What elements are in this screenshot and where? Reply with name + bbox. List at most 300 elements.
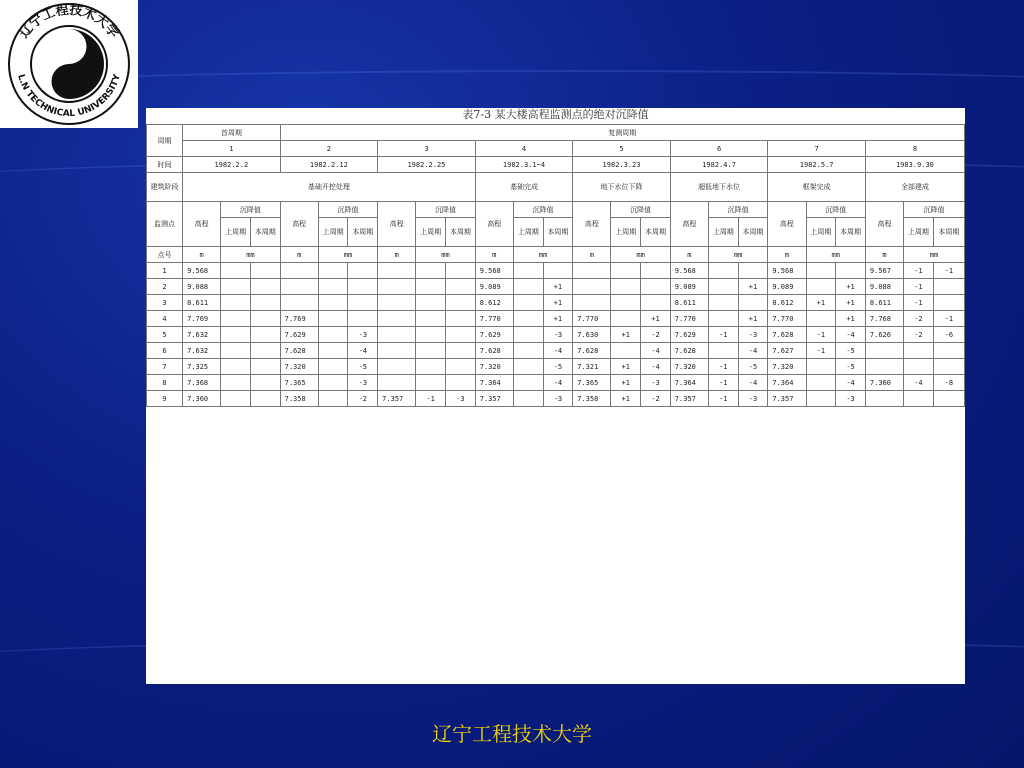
value-cell <box>416 263 446 279</box>
value-cell <box>221 327 251 343</box>
value-cell: -1 <box>806 327 836 343</box>
value-cell: -1 <box>708 327 738 343</box>
value-cell <box>708 295 738 311</box>
value-cell <box>904 359 934 375</box>
value-cell: +1 <box>543 311 573 327</box>
value-cell: +1 <box>738 279 768 295</box>
value-cell <box>348 311 378 327</box>
settlement-header: 沉降值 <box>904 202 965 218</box>
cycle-date: 1982.2.25 <box>378 157 476 173</box>
previous-cycle-header: 上周期 <box>416 218 446 247</box>
value-cell <box>318 295 348 311</box>
value-cell: 7.768 <box>865 311 903 327</box>
unit-mm: mm <box>221 247 280 263</box>
value-cell: -1 <box>933 311 964 327</box>
value-cell <box>806 311 836 327</box>
point-number-cell: 2 <box>147 279 183 295</box>
point-number-cell: 9 <box>147 391 183 407</box>
value-cell: 9.088 <box>865 279 903 295</box>
cycle-number: 4 <box>475 141 573 157</box>
value-cell: 7.320 <box>280 359 318 375</box>
value-cell: -6 <box>933 327 964 343</box>
value-cell <box>611 279 641 295</box>
table-row <box>147 311 965 327</box>
current-cycle-header: 本周期 <box>348 218 378 247</box>
value-cell: 7.629 <box>475 327 513 343</box>
value-cell: -5 <box>836 359 866 375</box>
value-cell <box>641 279 671 295</box>
value-cell <box>416 359 446 375</box>
value-cell <box>416 311 446 327</box>
value-cell <box>708 279 738 295</box>
unit-mm: mm <box>318 247 377 263</box>
unit-m: m <box>378 247 416 263</box>
value-cell <box>611 343 641 359</box>
value-cell: -4 <box>543 343 573 359</box>
value-cell <box>865 391 903 407</box>
value-cell: 7.320 <box>768 359 806 375</box>
value-cell <box>611 311 641 327</box>
value-cell: -5 <box>348 359 378 375</box>
value-cell: -3 <box>348 327 378 343</box>
unit-mm: mm <box>611 247 670 263</box>
value-cell: -5 <box>543 359 573 375</box>
table-row <box>147 279 965 295</box>
value-cell: -5 <box>836 343 866 359</box>
value-cell <box>806 263 836 279</box>
value-cell <box>318 327 348 343</box>
point-number-cell: 5 <box>147 327 183 343</box>
value-cell: 7.357 <box>378 391 416 407</box>
value-cell: 7.626 <box>865 327 903 343</box>
value-cell <box>318 359 348 375</box>
value-cell <box>378 295 416 311</box>
value-cell: 9.089 <box>670 279 708 295</box>
value-cell <box>378 311 416 327</box>
value-cell: 7.627 <box>768 343 806 359</box>
value-cell: 7.357 <box>768 391 806 407</box>
current-cycle-header: 本周期 <box>836 218 866 247</box>
cycle-number: 8 <box>865 141 964 157</box>
value-cell <box>250 391 280 407</box>
header-row-columns <box>147 202 965 218</box>
header-row-stages <box>147 173 965 202</box>
value-cell <box>378 343 416 359</box>
value-cell: -4 <box>738 343 768 359</box>
value-cell: +1 <box>641 311 671 327</box>
point-number-cell: 4 <box>147 311 183 327</box>
value-cell <box>806 279 836 295</box>
value-cell: -5 <box>738 359 768 375</box>
value-cell <box>513 295 543 311</box>
value-cell: -3 <box>446 391 476 407</box>
value-cell: -2 <box>348 391 378 407</box>
value-cell <box>806 359 836 375</box>
value-cell <box>806 391 836 407</box>
current-cycle-header: 本周期 <box>933 218 964 247</box>
cycle-number: 7 <box>768 141 866 157</box>
cycle-date: 1983.9.30 <box>865 157 964 173</box>
table-row <box>147 327 965 343</box>
value-cell <box>933 343 964 359</box>
base-cycle-header: 首周期 <box>183 125 281 141</box>
point-number-header: 点号 <box>147 247 183 263</box>
value-cell: -1 <box>933 263 964 279</box>
value-cell: -3 <box>543 391 573 407</box>
value-cell <box>513 263 543 279</box>
university-logo <box>0 0 138 128</box>
value-cell <box>738 295 768 311</box>
value-cell <box>378 327 416 343</box>
unit-mm: mm <box>904 247 965 263</box>
value-cell <box>250 343 280 359</box>
value-cell <box>641 263 671 279</box>
cycle-date: 1982.4.7 <box>670 157 768 173</box>
value-cell <box>865 343 903 359</box>
value-cell: 7.632 <box>183 343 221 359</box>
value-cell: 7.368 <box>183 375 221 391</box>
value-cell <box>513 343 543 359</box>
table-row <box>147 263 965 279</box>
value-cell: 7.769 <box>280 311 318 327</box>
unit-mm: mm <box>416 247 475 263</box>
value-cell <box>416 295 446 311</box>
value-cell: 9.088 <box>183 279 221 295</box>
settlement-header: 沉降值 <box>806 202 865 218</box>
value-cell <box>573 263 611 279</box>
value-cell: 9.568 <box>768 263 806 279</box>
value-cell: -4 <box>836 327 866 343</box>
value-cell: 7.628 <box>280 343 318 359</box>
value-cell <box>318 263 348 279</box>
value-cell <box>513 375 543 391</box>
value-cell: 9.568 <box>475 263 513 279</box>
value-cell: -3 <box>348 375 378 391</box>
value-cell <box>933 279 964 295</box>
value-cell <box>250 279 280 295</box>
value-cell: -8 <box>933 375 964 391</box>
value-cell: 7.320 <box>670 359 708 375</box>
value-cell: 7.770 <box>573 311 611 327</box>
value-cell <box>416 375 446 391</box>
value-cell <box>416 279 446 295</box>
value-cell <box>708 343 738 359</box>
construction-stage: 超低地下水位 <box>670 173 768 202</box>
value-cell: +1 <box>543 295 573 311</box>
value-cell: 7.360 <box>183 391 221 407</box>
value-cell <box>513 391 543 407</box>
elevation-header: 高程 <box>865 202 903 247</box>
value-cell <box>318 343 348 359</box>
elevation-header: 高程 <box>670 202 708 247</box>
construction-stage: 地下水位下降 <box>573 173 671 202</box>
value-cell: -2 <box>641 391 671 407</box>
value-cell <box>378 279 416 295</box>
previous-cycle-header: 上周期 <box>513 218 543 247</box>
value-cell <box>416 343 446 359</box>
value-cell: -4 <box>348 343 378 359</box>
value-cell: 7.628 <box>670 343 708 359</box>
value-cell <box>318 311 348 327</box>
value-cell: 7.357 <box>670 391 708 407</box>
value-cell: +1 <box>738 311 768 327</box>
value-cell: +1 <box>836 311 866 327</box>
repeat-cycle-header: 复测周期 <box>280 125 964 141</box>
value-cell <box>250 359 280 375</box>
value-cell: 7.360 <box>865 375 903 391</box>
value-cell: -1 <box>904 263 934 279</box>
elevation-header: 高程 <box>475 202 513 247</box>
value-cell: 7.320 <box>475 359 513 375</box>
value-cell: 7.628 <box>475 343 513 359</box>
value-cell <box>933 295 964 311</box>
table-row <box>147 343 965 359</box>
elevation-header: 高程 <box>183 202 221 247</box>
current-cycle-header: 本周期 <box>446 218 476 247</box>
value-cell <box>280 263 318 279</box>
unit-m: m <box>573 247 611 263</box>
cycle-date: 1982.2.12 <box>280 157 378 173</box>
value-cell <box>221 311 251 327</box>
value-cell <box>446 327 476 343</box>
point-number-cell: 3 <box>147 295 183 311</box>
value-cell <box>250 263 280 279</box>
value-cell: 7.770 <box>670 311 708 327</box>
unit-mm: mm <box>708 247 767 263</box>
value-cell <box>513 279 543 295</box>
value-cell <box>611 295 641 311</box>
value-cell: 9.089 <box>768 279 806 295</box>
previous-cycle-header: 上周期 <box>806 218 836 247</box>
value-cell <box>348 279 378 295</box>
value-cell <box>318 279 348 295</box>
value-cell: 9.567 <box>865 263 903 279</box>
value-cell: -1 <box>708 391 738 407</box>
current-cycle-header: 本周期 <box>250 218 280 247</box>
table-row <box>147 375 965 391</box>
value-cell <box>221 279 251 295</box>
current-cycle-header: 本周期 <box>641 218 671 247</box>
value-cell <box>543 263 573 279</box>
value-cell: +1 <box>836 279 866 295</box>
point-number-cell: 8 <box>147 375 183 391</box>
value-cell: 7.628 <box>768 327 806 343</box>
table-row <box>147 391 965 407</box>
value-cell <box>416 327 446 343</box>
previous-cycle-header: 上周期 <box>221 218 251 247</box>
cycle-number: 2 <box>280 141 378 157</box>
value-cell: 7.365 <box>280 375 318 391</box>
value-cell: -2 <box>641 327 671 343</box>
value-cell <box>378 375 416 391</box>
header-row-subcolumns <box>147 218 965 247</box>
value-cell: 7.364 <box>475 375 513 391</box>
settlement-table <box>146 124 965 407</box>
unit-m: m <box>183 247 221 263</box>
value-cell: -4 <box>904 375 934 391</box>
value-cell: -4 <box>738 375 768 391</box>
value-cell <box>221 343 251 359</box>
value-cell <box>513 327 543 343</box>
value-cell: -1 <box>708 359 738 375</box>
footer-university-name: 辽宁工程技术大学 <box>432 722 592 746</box>
previous-cycle-header: 上周期 <box>611 218 641 247</box>
value-cell <box>221 391 251 407</box>
value-cell: +1 <box>836 295 866 311</box>
value-cell <box>250 375 280 391</box>
value-cell <box>378 359 416 375</box>
value-cell: +1 <box>806 295 836 311</box>
value-cell: 7.770 <box>475 311 513 327</box>
value-cell: 7.364 <box>768 375 806 391</box>
value-cell: 7.630 <box>573 327 611 343</box>
cycle-number: 6 <box>670 141 768 157</box>
settlement-header: 沉降值 <box>513 202 572 218</box>
value-cell <box>446 295 476 311</box>
value-cell: +1 <box>611 359 641 375</box>
value-cell: -4 <box>641 359 671 375</box>
settlement-header: 沉降值 <box>708 202 767 218</box>
cycle-header: 周期 <box>147 125 183 157</box>
value-cell: 7.358 <box>280 391 318 407</box>
cycle-date: 1982.3.1~4 <box>475 157 573 173</box>
value-cell: -1 <box>904 295 934 311</box>
value-cell: 7.364 <box>670 375 708 391</box>
elevation-header: 高程 <box>280 202 318 247</box>
table-row <box>147 359 965 375</box>
value-cell: 8.612 <box>768 295 806 311</box>
value-cell: 8.611 <box>865 295 903 311</box>
value-cell: -1 <box>416 391 446 407</box>
value-cell: 9.568 <box>183 263 221 279</box>
cycle-date: 1982.2.2 <box>183 157 281 173</box>
value-cell: -3 <box>836 391 866 407</box>
value-cell <box>446 343 476 359</box>
previous-cycle-header: 上周期 <box>708 218 738 247</box>
unit-m: m <box>475 247 513 263</box>
value-cell: 8.612 <box>475 295 513 311</box>
value-cell <box>250 327 280 343</box>
stage-header: 建筑阶段 <box>147 173 183 202</box>
value-cell: -1 <box>708 375 738 391</box>
unit-m: m <box>768 247 806 263</box>
value-cell <box>513 311 543 327</box>
construction-stage: 基础完成 <box>475 173 573 202</box>
value-cell <box>446 375 476 391</box>
value-cell: -3 <box>543 327 573 343</box>
value-cell: -1 <box>806 343 836 359</box>
value-cell <box>348 263 378 279</box>
value-cell: -4 <box>836 375 866 391</box>
settlement-document <box>146 108 965 684</box>
value-cell <box>280 279 318 295</box>
value-cell: 7.632 <box>183 327 221 343</box>
value-cell: -1 <box>904 279 934 295</box>
value-cell: 7.770 <box>768 311 806 327</box>
value-cell <box>446 263 476 279</box>
value-cell <box>221 263 251 279</box>
value-cell: 7.629 <box>280 327 318 343</box>
unit-m: m <box>865 247 903 263</box>
value-cell <box>933 391 964 407</box>
value-cell: -4 <box>543 375 573 391</box>
elevation-header: 高程 <box>573 202 611 247</box>
cycle-date: 1982.3.23 <box>573 157 671 173</box>
value-cell: 7.358 <box>573 391 611 407</box>
value-cell <box>446 279 476 295</box>
value-cell: 9.089 <box>475 279 513 295</box>
value-cell: 7.769 <box>183 311 221 327</box>
cycle-number: 1 <box>183 141 281 157</box>
cycle-number: 3 <box>378 141 476 157</box>
time-header: 时间 <box>147 157 183 173</box>
value-cell: +1 <box>611 391 641 407</box>
university-logo-emblem <box>2 1 136 127</box>
unit-m: m <box>280 247 318 263</box>
elevation-header: 高程 <box>768 202 806 247</box>
value-cell <box>865 359 903 375</box>
point-number-cell: 1 <box>147 263 183 279</box>
value-cell <box>348 295 378 311</box>
construction-stage: 全部建成 <box>865 173 964 202</box>
previous-cycle-header: 上周期 <box>904 218 934 247</box>
value-cell: -4 <box>641 343 671 359</box>
value-cell: 7.629 <box>670 327 708 343</box>
value-cell: -2 <box>904 327 934 343</box>
header-row-cycle-numbers <box>147 141 965 157</box>
value-cell <box>641 295 671 311</box>
current-cycle-header: 本周期 <box>738 218 768 247</box>
table-row <box>147 295 965 311</box>
value-cell <box>446 359 476 375</box>
value-cell <box>708 263 738 279</box>
value-cell: +1 <box>611 327 641 343</box>
header-row-cycle <box>147 125 965 141</box>
value-cell <box>280 295 318 311</box>
value-cell: 7.365 <box>573 375 611 391</box>
value-cell: -3 <box>738 327 768 343</box>
header-row-units <box>147 247 965 263</box>
document-title: 表7-3 某大楼高程监测点的绝对沉降值 <box>462 108 649 121</box>
unit-m: m <box>670 247 708 263</box>
unit-mm: mm <box>513 247 572 263</box>
value-cell: +1 <box>543 279 573 295</box>
value-cell: 7.628 <box>573 343 611 359</box>
value-cell <box>318 391 348 407</box>
current-cycle-header: 本周期 <box>543 218 573 247</box>
value-cell <box>708 311 738 327</box>
background-swoosh <box>0 70 1024 112</box>
previous-cycle-header: 上周期 <box>318 218 348 247</box>
value-cell: 9.568 <box>670 263 708 279</box>
value-cell: 7.325 <box>183 359 221 375</box>
value-cell <box>221 295 251 311</box>
value-cell <box>904 391 934 407</box>
value-cell <box>250 311 280 327</box>
value-cell <box>250 295 280 311</box>
settlement-header: 沉降值 <box>416 202 475 218</box>
cycle-number: 5 <box>573 141 671 157</box>
value-cell <box>573 295 611 311</box>
unit-mm: mm <box>806 247 865 263</box>
value-cell <box>378 263 416 279</box>
settlement-header: 沉降值 <box>221 202 280 218</box>
value-cell <box>611 263 641 279</box>
point-number-cell: 7 <box>147 359 183 375</box>
value-cell: 8.611 <box>670 295 708 311</box>
cycle-date: 1982.5.7 <box>768 157 866 173</box>
point-number-cell: 6 <box>147 343 183 359</box>
